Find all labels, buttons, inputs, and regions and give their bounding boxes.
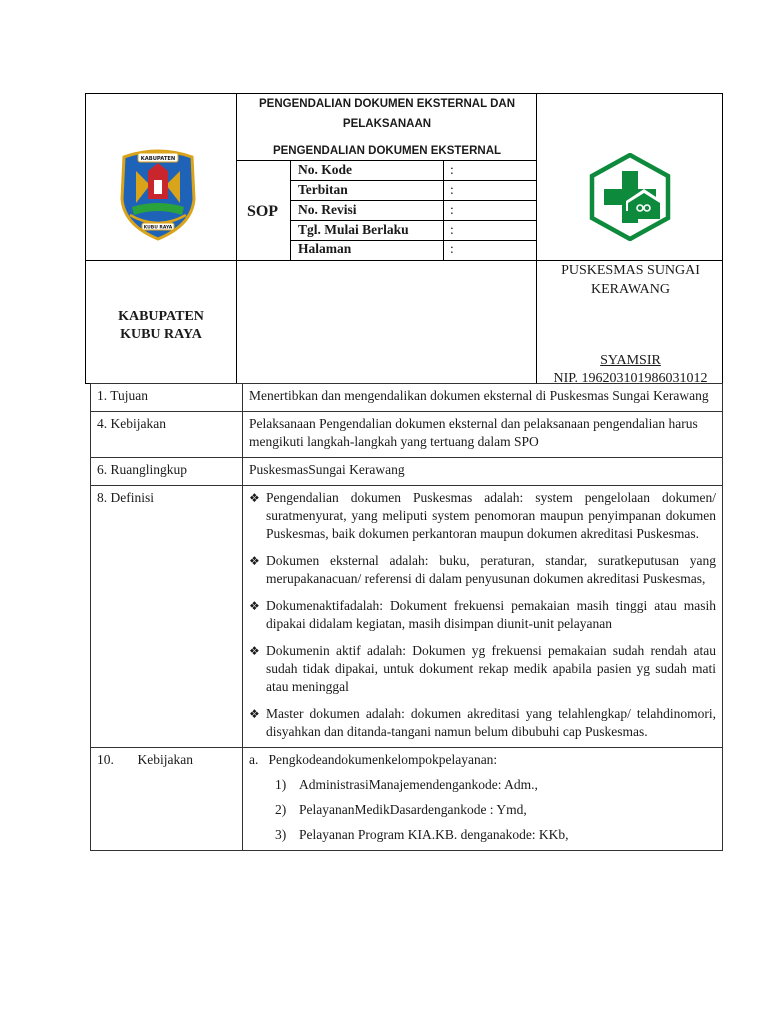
subtitle: PENGENDALIAN DOKUMEN EKSTERNAL bbox=[272, 145, 502, 157]
diamond-bullet-icon: ❖ bbox=[249, 644, 260, 658]
diamond-bullet-icon: ❖ bbox=[249, 707, 260, 721]
title-line1: PENGENDALIAN DOKUMEN EKSTERNAL DAN bbox=[259, 98, 515, 110]
definition-item bbox=[249, 642, 716, 696]
policy-heading: a. Pengkodeandokumenkelompokpelayanan: bbox=[249, 752, 498, 767]
row-content: PuskesmasSungai Kerawang bbox=[243, 458, 723, 486]
meta-value: : bbox=[450, 241, 454, 256]
meta-row-terbitan bbox=[298, 181, 542, 200]
left-label-line1: KABUPATEN bbox=[118, 309, 204, 324]
row-tujuan bbox=[91, 384, 723, 412]
meta-value: : bbox=[450, 202, 454, 217]
title-line2: PELAKSANAAN bbox=[342, 118, 432, 130]
definition-text: Dokumenaktifadalah: Dokument frekuensi pemakaian masih tinggi atau masih dipakai didalam kegiatan, masih disimpan diunit-unit pelayanan bbox=[266, 598, 716, 631]
definition-text: Master dokumen adalah: dokumen akreditasi yang telahlengkap/ telahdinomori, disyahkan dan ditanda-tangani namun belum dibubuhi cap Puskesmas. bbox=[266, 706, 716, 739]
definition-item bbox=[249, 597, 716, 633]
meta-value: : bbox=[450, 182, 454, 197]
left-label-line2: KUBU RAYA bbox=[120, 327, 202, 342]
policy-number: 2) bbox=[275, 802, 287, 817]
policy-item bbox=[249, 801, 716, 819]
definition-item bbox=[249, 705, 716, 741]
puskesmas-name-line2: KERAWANG bbox=[591, 282, 670, 297]
meta-row-no-revisi bbox=[298, 201, 542, 220]
row-ruanglingkup bbox=[91, 458, 723, 486]
row-content: Menertibkan dan mengendalikan dokumen eksternal di Puskesmas Sungai Kerawang bbox=[243, 384, 723, 412]
definition-text: Dokumen eksternal adalah: buku, peraturan, standar, suratkeputusan yang merupakanacuan/ referensi di dalam penyusunan dokumen akreditasi Puskesmas, bbox=[266, 553, 716, 586]
meta-row-no-kode bbox=[298, 161, 542, 180]
definition-text: Pengendalian dokumen Puskesmas adalah: system pengelolaan dokumen/ suratmenyurat, yang meliputi system penomoran maupun penyimpanan dokumen Puskesmas, baik dokumen perkantoran maupun dokumen akreditasi Puskesmas. bbox=[266, 490, 716, 541]
logo-top-text: KABUPATEN bbox=[140, 156, 176, 162]
row-label: 4. Kebijakan bbox=[91, 412, 243, 458]
sop-body-table bbox=[90, 383, 723, 851]
meta-value: : bbox=[450, 162, 454, 177]
policy-list bbox=[243, 748, 723, 851]
diamond-bullet-icon: ❖ bbox=[249, 491, 260, 505]
definition-item bbox=[249, 552, 716, 588]
meta-label: No. Revisi bbox=[298, 202, 357, 217]
sop-label: SOP bbox=[246, 203, 279, 220]
row-label: 8. Definisi bbox=[91, 486, 243, 748]
definition-item bbox=[249, 489, 716, 543]
policy-text: AdministrasiManajemendengankode: Adm., bbox=[299, 777, 538, 792]
meta-row-tgl-mulai bbox=[298, 221, 542, 240]
meta-label: Tgl. Mulai Berlaku bbox=[298, 222, 409, 237]
row-label: 10. Kebijakan bbox=[91, 748, 243, 851]
diamond-bullet-icon: ❖ bbox=[249, 554, 260, 568]
logo-bottom-text: KUBU RAYA bbox=[143, 225, 173, 231]
policy-number: 1) bbox=[275, 777, 287, 792]
meta-value: : bbox=[450, 222, 454, 237]
diamond-bullet-icon: ❖ bbox=[249, 599, 260, 613]
row-label: 1. Tujuan bbox=[91, 384, 243, 412]
policy-text: PelayananMedikDasardengankode : Ymd, bbox=[299, 802, 527, 817]
policy-item bbox=[249, 826, 716, 844]
row-label: 6. Ruanglingkup bbox=[91, 458, 243, 486]
policy-text: Pelayanan Program KIA.KB. denganakode: KKb, bbox=[299, 827, 569, 842]
row-kebijakan bbox=[91, 412, 723, 458]
meta-label: No. Kode bbox=[298, 162, 352, 177]
meta-label: Terbitan bbox=[298, 182, 348, 197]
puskesmas-logo bbox=[588, 153, 672, 241]
definition-list bbox=[243, 486, 723, 748]
row-definisi bbox=[91, 486, 723, 748]
row-content: Pelaksanaan Pengendalian dokumen eksternal dan pelaksanaan pengendalian harus mengikuti langkah-langkah yang tertuang dalam SPO bbox=[243, 412, 723, 458]
puskesmas-name-line1: PUSKESMAS SUNGAI bbox=[561, 263, 700, 278]
meta-row-halaman bbox=[298, 240, 542, 259]
signer-nip: NIP. 196203101986031012 bbox=[553, 371, 708, 386]
policy-number: 3) bbox=[275, 827, 287, 842]
sop-header bbox=[85, 93, 723, 384]
meta-label: Halaman bbox=[298, 241, 352, 256]
row-kebijakan-10 bbox=[91, 748, 723, 851]
policy-item bbox=[249, 776, 716, 794]
signer-name: SYAMSIR bbox=[600, 353, 661, 368]
definition-text: Dokumenin aktif adalah: Dokumen yg frekuensi pemakaian sudah rendah atau sudah tidak dipakai, untuk dokument rekap medik apabila pasien yg sudah mati atau meninggal bbox=[266, 643, 716, 694]
regency-logo bbox=[116, 147, 200, 241]
